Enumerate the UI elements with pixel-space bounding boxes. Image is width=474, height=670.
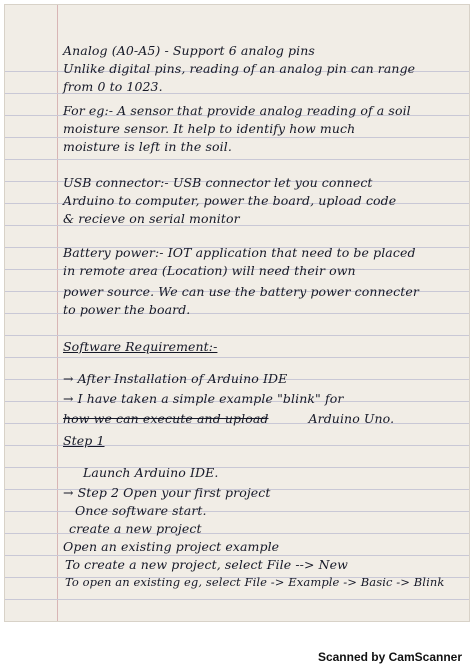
note-line: Once software start. [75, 503, 207, 518]
note-line: Open an existing project example [63, 539, 280, 554]
ruled-line [5, 357, 469, 358]
note-text: After Installation of Arduino IDE [77, 371, 288, 386]
note-line [63, 411, 394, 426]
note-line [63, 371, 287, 386]
note-line: Battery power:- IOT application that need to be placed [63, 245, 416, 260]
ruled-line [5, 335, 469, 336]
note-line: Unlike digital pins, reading of an analog pin can range [63, 61, 416, 76]
arrow-icon: → [63, 485, 74, 500]
note-text: Step 2 Open your first project [77, 485, 271, 500]
note-line: create a new project [69, 521, 202, 536]
ruled-line [5, 555, 469, 556]
note-line: in remote area (Location) will need their own [63, 263, 356, 278]
arrow-icon: → [63, 391, 74, 406]
ruled-line [5, 467, 469, 468]
note-line: Arduino to computer, power the board, upload code [63, 193, 397, 208]
scanner-watermark: Scanned by CamScanner [317, 650, 462, 664]
note-line: moisture sensor. It help to identify how much [63, 121, 356, 136]
ruled-line [5, 599, 469, 600]
note-line: Analog (A0-A5) - Support 6 analog pins [63, 43, 315, 58]
note-line: power source. We can use the battery power connecter [63, 284, 419, 299]
section-heading: Software Requirement:- [63, 339, 218, 354]
note-line: To create a new project, select File --> New [65, 557, 348, 572]
ruled-line [5, 159, 469, 160]
note-line: moisture is left in the soil. [63, 139, 232, 154]
notebook-paper [4, 4, 470, 622]
note-line: To open an existing eg, select File -> Example -> Basic -> Blink [65, 575, 445, 589]
note-line: USB connector:- USB connector let you connect [63, 175, 373, 190]
ruled-line [5, 137, 469, 138]
struck-text: how we can execute and upload [63, 411, 269, 426]
note-line: & recieve on serial monitor [63, 211, 240, 226]
step-heading: Step 1 [63, 433, 105, 448]
note-text: I have taken a simple example "blink" for [77, 391, 344, 406]
note-line: from 0 to 1023. [63, 79, 163, 94]
note-line: Launch Arduino IDE. [83, 465, 219, 480]
note-text: Arduino Uno. [308, 411, 395, 426]
arrow-icon: → [63, 371, 74, 386]
note-line [63, 485, 271, 500]
note-line: to power the board. [63, 302, 191, 317]
note-line: For eg:- A sensor that provide analog reading of a soil [63, 103, 411, 118]
note-line [63, 391, 343, 406]
